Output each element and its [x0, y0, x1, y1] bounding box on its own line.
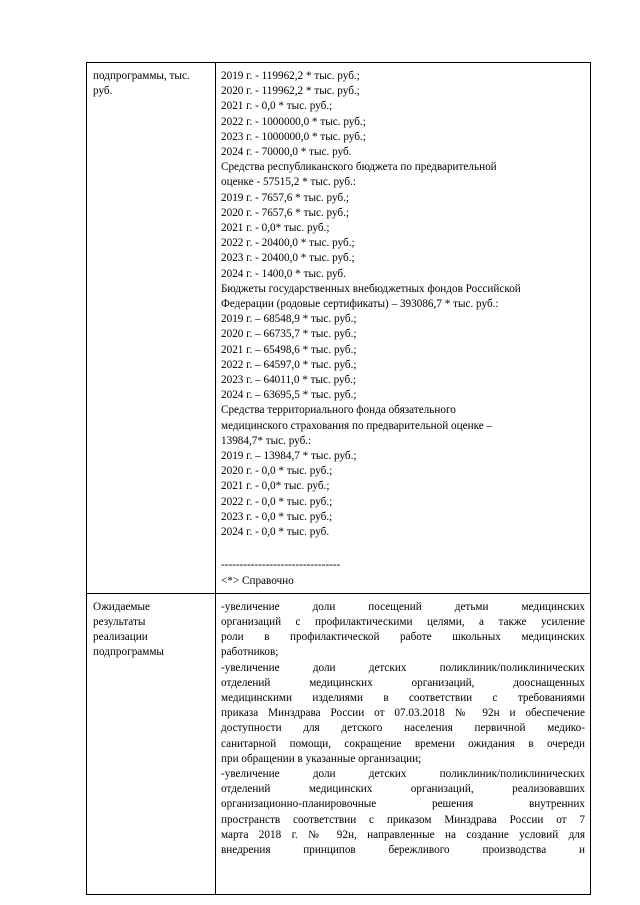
- text-line: 2022 г. - 20400,0 * тыс. руб.;: [221, 237, 355, 250]
- text-line: Ожидаемые: [93, 600, 150, 613]
- text-line: 2019 г. – 68548,9 * тыс. руб.;: [221, 313, 357, 326]
- table-row-funding: [87, 63, 591, 594]
- text-line: руб.: [93, 85, 113, 98]
- text-line: марта 2018 г. № 92н, направленные на создание условий для: [221, 828, 585, 841]
- text-line: 2020 г. – 66735,7 * тыс. руб.;: [221, 328, 357, 341]
- text-line: -увеличение доли детских поликлиник/поликлинических: [221, 767, 585, 780]
- text-line: 2021 г. - 0,0* тыс. руб.;: [221, 480, 330, 493]
- text-line: 2020 г. - 0,0 * тыс. руб.;: [221, 465, 333, 478]
- text-line: медицинского страхования по предварительной оценке –: [221, 419, 493, 432]
- spacer: [221, 540, 585, 558]
- text-line: подпрограммы: [93, 646, 164, 659]
- text-line: подпрограммы, тыс.: [93, 70, 190, 82]
- text-line: медицинскими изделиями в соответствии с требованиями: [221, 691, 585, 704]
- text-line: 2020 г. - 7657,6 * тыс. руб.;: [221, 206, 350, 219]
- row-label: [87, 594, 215, 665]
- text-line: отделений медицинских организаций, реализовавших: [221, 783, 585, 796]
- text-line: 2024 г. - 0,0 * тыс. руб.: [221, 526, 330, 539]
- text-line: 2023 г. - 20400,0 * тыс. руб.;: [221, 252, 355, 265]
- text-line: 13984,7* тыс. руб.:: [221, 434, 312, 447]
- text-line: доступности для детского населения первичной медико-: [221, 722, 585, 735]
- text-line: при обращении в указанные организации;: [221, 752, 422, 765]
- text-line: Средства республиканского бюджета по предварительной: [221, 161, 497, 174]
- text-line: Средства территориального фонда обязательного: [221, 404, 456, 417]
- text-line: 2024 г. – 63695,5 * тыс. руб.;: [221, 389, 357, 402]
- text-line: оценке - 57515,2 * тыс. руб.:: [221, 176, 356, 189]
- text-line: Федерации (родовые сертификаты) – 393086,7 * тыс. руб.:: [221, 298, 499, 311]
- footnote-text: <*> Справочно: [221, 574, 294, 587]
- table-row-results: [87, 593, 591, 894]
- text-line: роли в профилактической работе школьных медицинских: [221, 631, 585, 644]
- text-line: 2021 г. - 0,0* тыс. руб.;: [221, 222, 330, 235]
- text-line: 2024 г. - 1400,0 * тыс. руб.: [221, 267, 346, 280]
- text-line: организаций с профилактическими целями, а также усиление: [221, 615, 585, 628]
- table-cell-value: [216, 593, 591, 894]
- text-line: 2023 г. – 64011,0 * тыс. руб.;: [221, 374, 357, 387]
- text-line: 2022 г. – 64597,0 * тыс. руб.;: [221, 358, 357, 371]
- text-line: Бюджеты государственных внебюджетных фондов Российской: [221, 282, 521, 295]
- text-line: 2023 г. - 0,0 * тыс. руб.;: [221, 510, 333, 523]
- text-line: организационно-планировочные решения внутренних: [221, 798, 585, 811]
- text-line: 2021 г. - 0,0 * тыс. руб.;: [221, 100, 333, 113]
- table-cell-label: [87, 63, 216, 594]
- text-line: реализации: [93, 631, 148, 644]
- text-line: результаты: [93, 615, 146, 628]
- text-line: 2021 г. – 65498,6 * тыс. руб.;: [221, 343, 357, 356]
- footnote-rule: --------------------------------: [221, 559, 341, 572]
- text-line: -увеличение доли посещений детьми медицинских: [221, 600, 585, 613]
- funding-text: [216, 63, 590, 593]
- text-line: 2024 г. - 70000,0 * тыс. руб.: [221, 146, 352, 159]
- text-line: 2019 г. - 7657,6 * тыс. руб.;: [221, 191, 350, 204]
- row-label: [87, 63, 215, 103]
- text-line: 2020 г. - 119962,2 * тыс. руб.;: [221, 85, 360, 98]
- text-line: 2019 г. - 119962,2 * тыс. руб.;: [221, 70, 360, 82]
- text-line: 2022 г. - 1000000,0 * тыс. руб.;: [221, 115, 366, 128]
- text-line: отделений медицинских организаций, дооснащенных: [221, 676, 585, 689]
- text-line: 2019 г. – 13984,7 * тыс. руб.;: [221, 450, 357, 463]
- text-line: работников;: [221, 646, 279, 659]
- results-text: [216, 594, 590, 862]
- text-line: 2022 г. - 0,0 * тыс. руб.;: [221, 495, 333, 508]
- text-line: пространств соответствии с приказом Минздрава России от 7: [221, 813, 585, 826]
- text-line: приказа Минздрава России от 07.03.2018 № 92н и обеспечение: [221, 707, 585, 720]
- text-line: 2023 г. - 1000000,0 * тыс. руб.;: [221, 130, 366, 143]
- funding-lines: [221, 69, 585, 540]
- table-cell-value: [216, 63, 591, 594]
- text-line: внедрения принципов бережливого производства и: [221, 843, 585, 856]
- text-line: санитарной помощи, сокращение времени ожидания в очереди: [221, 737, 585, 750]
- passport-table: [86, 62, 591, 895]
- text-line: -увеличение доли детских поликлиник/поликлинических: [221, 661, 585, 674]
- table-cell-label: [87, 593, 216, 894]
